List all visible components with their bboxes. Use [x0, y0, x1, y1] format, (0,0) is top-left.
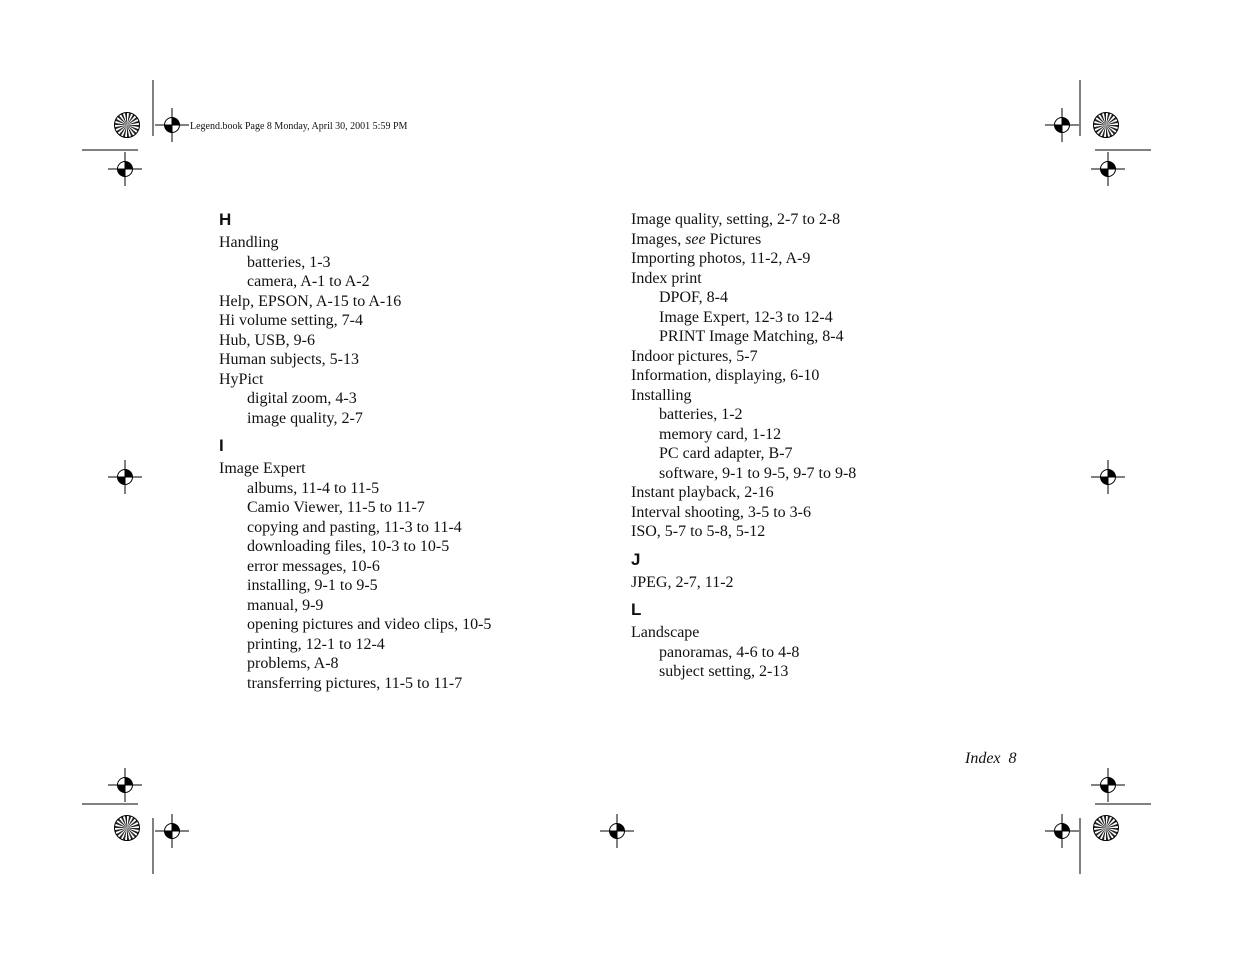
index-entry [631, 230, 1011, 250]
starburst-target-icon [115, 113, 140, 138]
index-entry: Handling [219, 234, 279, 251]
index-entry: JPEG, 2-7, 11-2 [631, 573, 734, 591]
index-subentry: error messages, 10-6 [247, 557, 380, 575]
index-subentry: albums, 11-4 to 11-5 [247, 479, 380, 497]
page-folio [965, 750, 1017, 768]
index-subentry: manual, 9-9 [247, 596, 324, 614]
index-subentry: transferring pictures, 11-5 to 11-7 [247, 674, 463, 692]
index-entry: HyPict [219, 370, 264, 388]
index-subentry: Camio Viewer, 11-5 to 11-7 [247, 499, 425, 516]
index-subentry: installing, 9-1 to 9-5 [247, 577, 378, 594]
section-letter-heading: H [219, 210, 232, 229]
index-subentry: DPOF, 8-4 [659, 289, 728, 306]
index-subentry: copying and pasting, 11-3 to 11-4 [247, 518, 462, 536]
index-entry: Indoor pictures, 5-7 [631, 347, 758, 365]
index-entry: Help, EPSON, A-15 to A-16 [219, 292, 402, 310]
index-subentry: subject setting, 2-13 [659, 663, 789, 680]
folio-label: Index [965, 750, 1001, 767]
index-subentry: downloading files, 10-3 to 10-5 [247, 538, 450, 555]
index-subentry: software, 9-1 to 9-5, 9-7 to 9-8 [659, 464, 857, 482]
file-slug: Legend.book Page 8 Monday, April 30, 2001 5:59 PM [190, 121, 408, 132]
index-subentry: problems, A-8 [247, 655, 339, 672]
index-subentry: batteries, 1-2 [659, 406, 743, 423]
index-entry: Landscape [631, 624, 700, 641]
starburst-target-icon [115, 816, 140, 841]
index-subentry: printing, 12-1 to 12-4 [247, 635, 385, 653]
index-entry: Interval shooting, 3-5 to 3-6 [631, 503, 811, 521]
index-subentry: digital zoom, 4-3 [247, 390, 357, 407]
index-column-right [631, 210, 1011, 682]
entry-text: Images, [631, 230, 686, 248]
index-subentry: opening pictures and video clips, 10-5 [247, 616, 492, 633]
index-entry: Image quality, setting, 2-7 to 2-8 [631, 211, 841, 228]
index-subentry: Image Expert, 12-3 to 12-4 [659, 308, 833, 326]
index-subentry: PC card adapter, B-7 [659, 445, 793, 462]
section-letter-heading: I [219, 436, 224, 455]
index-subentry: panoramas, 4-6 to 4-8 [659, 643, 800, 661]
index-subentry: batteries, 1-3 [247, 253, 331, 271]
section-letter-heading: J [631, 549, 641, 569]
index-subentry: camera, A-1 to A-2 [247, 273, 370, 290]
index-entry: Installing [631, 386, 692, 404]
index-entry: Human subjects, 5-13 [219, 351, 359, 368]
index-subentry: memory card, 1-12 [659, 425, 782, 443]
see-reference: see [685, 230, 706, 248]
folio-page-number: 8 [1008, 750, 1017, 767]
index-subentry: image quality, 2-7 [247, 409, 363, 427]
index-entry: Importing photos, 11-2, A-9 [631, 250, 811, 267]
starburst-target-icon [1094, 113, 1119, 138]
index-entry: Information, displaying, 6-10 [631, 367, 820, 384]
index-entry: ISO, 5-7 to 5-8, 5-12 [631, 523, 766, 540]
index-entry: Index print [631, 269, 702, 287]
index-entry: Hub, USB, 9-6 [219, 331, 316, 349]
section-letter-heading: L [631, 600, 642, 619]
index-entry: Instant playback, 2-16 [631, 484, 774, 501]
entry-text-after: Pictures [705, 230, 762, 248]
index-entry: Hi volume setting, 7-4 [219, 312, 363, 329]
index-entry: Image Expert [219, 460, 306, 477]
starburst-target-icon [1094, 816, 1119, 841]
index-subentry: PRINT Image Matching, 8-4 [659, 328, 844, 345]
index-column-left [219, 210, 579, 693]
